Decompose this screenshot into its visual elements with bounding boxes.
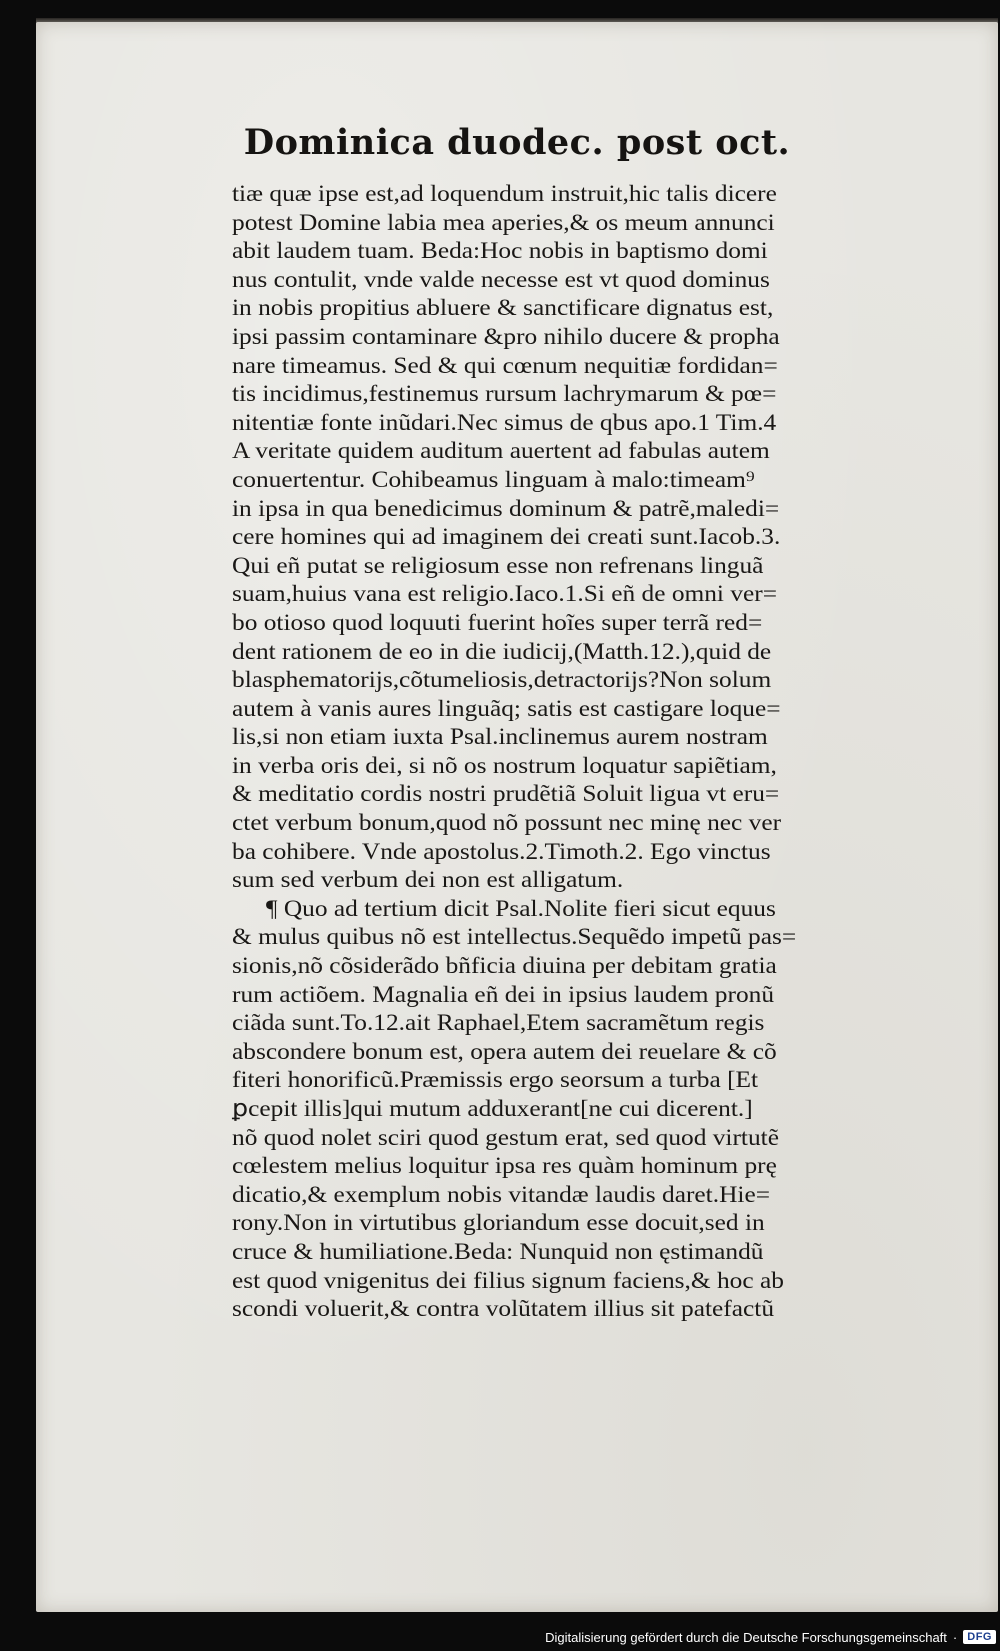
text-line: ꝑcepit illis]qui mutum adduxerant[ne cui dicerent.] — [232, 1096, 753, 1122]
text-line: lis,si non etiam iuxta Psal.inclinemus aurem nostram — [232, 724, 768, 751]
footer-separator: · — [952, 1629, 958, 1645]
text-line: nare timeamus. Sed & qui cœnum nequitiæ fordidan= — [232, 352, 778, 379]
text-line: nus contulit, vnde valde necesse est vt quod dominus — [232, 266, 770, 293]
text-line: ¶ Quo ad tertium dicit Psal.Nolite fieri sicut equus — [266, 895, 776, 922]
text-line: fiteri honorificũ.Præmissis ergo seorsum a turba [Et — [232, 1067, 759, 1094]
text-line: potest Domine labia mea aperies,& os meum annunci — [232, 209, 775, 236]
text-line: sum sed verbum dei non est alligatum. — [232, 867, 624, 894]
text-block — [232, 180, 912, 1324]
text-line: sionis,nõ cõsiderãdo bñficia diuina per debitam gratia — [232, 953, 777, 980]
text-line: suam,huius vana est religio.Iaco.1.Si eñ de omni ver= — [232, 581, 778, 608]
text-line: cœlestem melius loquitur ipsa res quàm hominum prę — [232, 1153, 777, 1180]
text-line: ctet verbum bonum,quod nõ possunt nec minę nec ver — [232, 810, 782, 837]
dfg-logo: DFG — [963, 1630, 996, 1644]
text-line: est quod vnigenitus dei filius signum faciens,& hoc ab — [232, 1267, 784, 1294]
text-line: in ipsa in qua benedicimus dominum & patrẽ,maledi= — [232, 495, 780, 522]
text-line: abscondere bonum est, opera autem dei reuelare & cõ — [232, 1038, 777, 1065]
text-line: blasphematorijs,cõtumeliosis,detractorijs?Non solum — [232, 667, 772, 694]
text-line: ipsi passim contaminare &pro nihilo ducere & propha — [232, 323, 780, 350]
text-line: & meditatio cordis nostri prudẽtiã Soluit ligua vt eru= — [232, 781, 780, 808]
text-line: cere homines qui ad imaginem dei creati sunt.Iacob.3. — [232, 524, 781, 551]
text-line: in nobis propitius abluere & sanctificare dignatus est, — [232, 295, 774, 322]
footer-credit — [545, 1626, 996, 1648]
text-line: tiæ quæ ipse est,ad loquendum instruit,hic talis dicere — [232, 181, 777, 207]
text-line: ba cohibere. Vnde apostolus.2.Timoth.2. Ego vinctus — [232, 838, 771, 865]
text-line: dicatio,& exemplum nobis vitandæ laudis daret.Hie= — [232, 1181, 771, 1208]
text-line: nõ quod nolet sciri quod gestum erat, sed quod virtutẽ — [232, 1124, 779, 1151]
text-line: dent rationem de eo in die iudicij,(Matth.12.),quid de — [232, 638, 772, 665]
text-line: autem à vanis aures linguãq; satis est castigare loque= — [232, 695, 781, 722]
text-line: scondi voluerit,& contra volũtatem illius sit patefactũ — [232, 1296, 775, 1323]
text-line: tis incidimus,festinemus rursum lachrymarum & pœ= — [232, 381, 777, 408]
text-line: nitentiæ fonte inũdari.Nec simus de qbus apo.1 Tim.4 — [232, 409, 777, 436]
text-line: in verba oris dei, si nõ os nostrum loquatur sapiẽtiam, — [232, 752, 777, 779]
text-line: A veritate quidem auditum auertent ad fabulas autem — [232, 438, 770, 465]
text-line: abit laudem tuam. Beda:Hoc nobis in baptismo domi — [232, 238, 768, 265]
text-line: rum actiõem. Magnalia eñ dei in ipsius laudem pronũ — [232, 981, 775, 1008]
book-page — [36, 22, 998, 1612]
text-line: bo otioso quod loquuti fuerint hoĩes super terrã red= — [232, 609, 763, 636]
text-line: rony.Non in virtutibus gloriandum esse docuit,sed in — [232, 1210, 765, 1237]
text-line: & mulus quibus nõ est intellectus.Sequẽdo impetũ pas= — [232, 924, 797, 951]
text-line: Qui eñ putat se religiosum esse non refrenans linguã — [232, 552, 764, 579]
footer-credit-text: Digitalisierung gefördert durch die Deutsche Forschungsgemeinschaft — [545, 1629, 947, 1645]
text-line: cruce & humiliatione.Beda: Nunquid non ęstimandũ — [232, 1238, 764, 1265]
running-head: Dominica duodec. post oct. — [243, 122, 791, 163]
text-line: ciãda sunt.To.12.ait Raphael,Etem sacramẽtum regis — [232, 1010, 765, 1037]
text-line: conuertentur. Cohibeamus linguam à malo:timeam⁹ — [232, 466, 755, 493]
